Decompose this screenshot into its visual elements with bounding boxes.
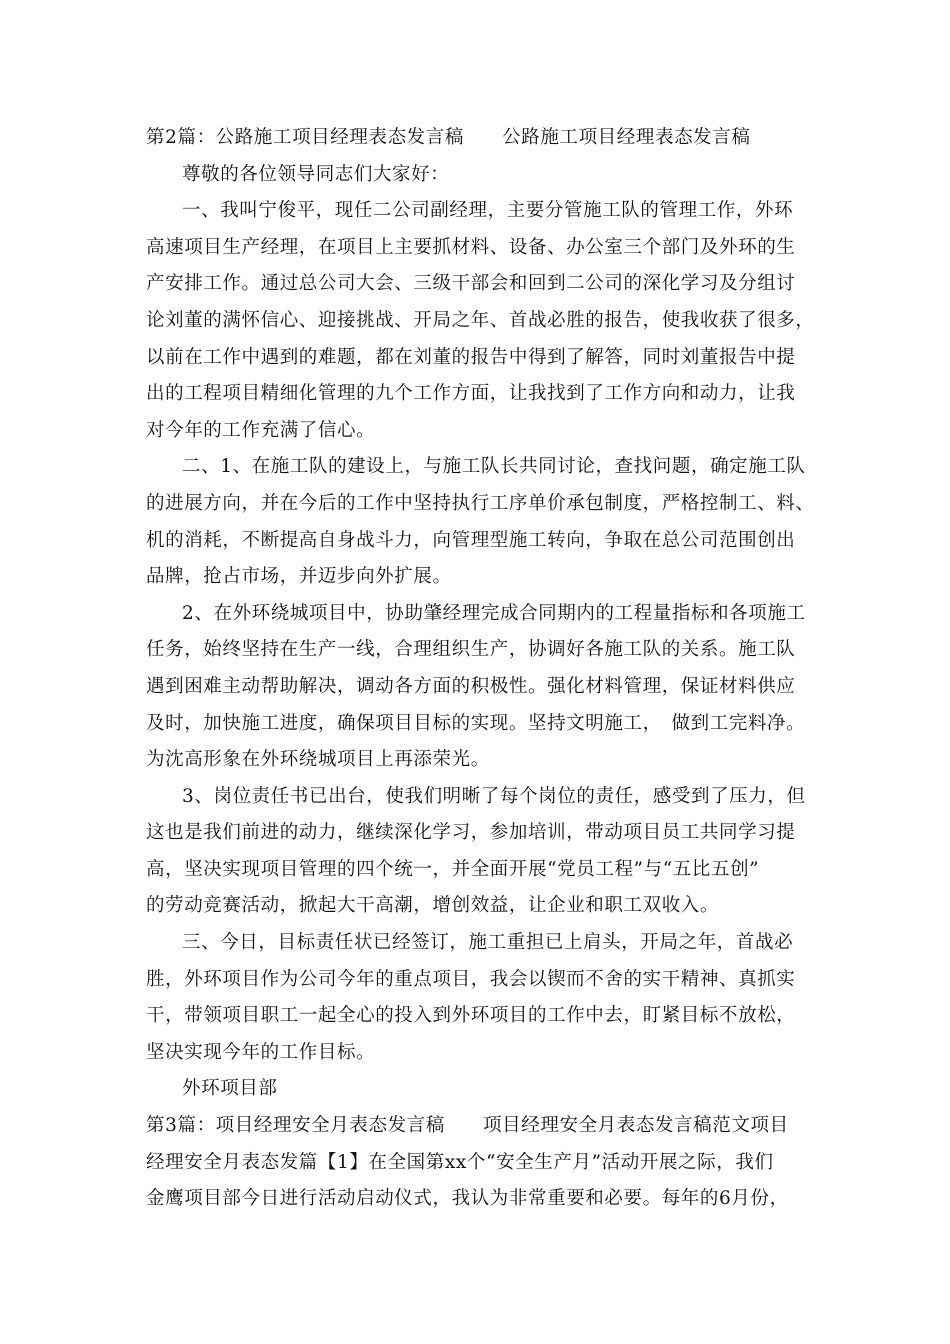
- text-line: 3、岗位责任书已出台，使我们明晰了每个岗位的责任，感受到了压力，但: [182, 785, 806, 807]
- text-line: 三、今日，目标责任状已经签订，施工重担已上肩头，开局之年，首战必: [182, 932, 794, 954]
- signature-line: 外环项目部: [182, 1078, 278, 1100]
- text-line: 二、1、在施工队的建设上，与施工队长共同讨论，查找问题，确定施工队: [182, 456, 806, 478]
- text-line: 对今年的工作充满了信心。: [146, 419, 376, 441]
- text-line: 金鹰项目部今日进行活动启动仪式，我认为非常重要和必要。每年的6月份，: [146, 1188, 789, 1210]
- text-line: 产安排工作。通过总公司大会、三级干部会和回到二公司的深化学习及分组讨: [146, 273, 796, 295]
- salutation-line: 尊敬的各位领导同志们大家好：: [182, 163, 450, 185]
- text-line: 品牌，抢占市场，并迈步向外扩展。: [146, 566, 452, 588]
- text-line: 2、在外环绕城项目中，协助肇经理完成合同期内的工程量指标和各项施工: [182, 602, 806, 624]
- text-line: 经理安全月表态发篇【1】在全国第xx个“安全生产月”活动开展之际，我们: [146, 1151, 774, 1173]
- text-line: 为沈高形象在外环绕城项目上再添荣光。: [146, 749, 490, 771]
- text-line: 论刘董的满怀信心、迎接挑战、开局之年、首战必胜的报告，使我收获了很多，: [146, 309, 815, 331]
- text-line: 高，坚决实现项目管理的四个统一，并全面开展“党员工程”与“五比五创”: [146, 858, 760, 880]
- text-line: 的劳动竞赛活动，掀起大干高潮，增创效益，让企业和职工双收入。: [146, 895, 720, 917]
- text-line: 遇到困难主动帮助解决，调动各方面的积极性。强化材料管理，保证材料供应: [146, 675, 796, 697]
- text-line: 任务，始终坚持在生产一线，合理组织生产，协调好各施工队的关系。施工队: [146, 639, 796, 661]
- text-line: 机的消耗，不断提高自身战斗力，向管理型施工转向，争取在总公司范围创出: [146, 529, 796, 551]
- text-line: 以前在工作中遇到的难题，都在刘董的报告中得到了解答，同时刘董报告中提: [146, 346, 796, 368]
- text-line: 这也是我们前进的动力，继续深化学习，参加培训，带动项目员工共同学习提: [146, 822, 796, 844]
- text-line: 一、我叫宁俊平，现任二公司副经理，主要分管施工队的管理工作，外环: [182, 200, 794, 222]
- text-line: 干，带领项目职工一起全心的投入到外环项目的工作中去，盯紧目标不放松，: [146, 1005, 796, 1027]
- text-line: 的进展方向，并在今后的工作中坚持执行工序单价承包制度，严格控制工、料、: [146, 492, 815, 514]
- document-page: [146, 120, 815, 1218]
- text-line: 第3篇：项目经理安全月表态发言稿 项目经理安全月表态发言稿范文项目: [146, 1115, 789, 1137]
- text-line: 胜，外环项目作为公司今年的重点项目，我会以锲而不舍的实干精神、真抓实: [146, 968, 796, 990]
- text-line: 第2篇：公路施工项目经理表态发言稿 公路施工项目经理表态发言稿: [146, 127, 751, 148]
- text-line: 坚决实现今年的工作目标。: [146, 1041, 376, 1063]
- text-line: 及时，加快施工进度，确保项目目标的实现。坚持文明施工， 做到工完料净。: [146, 712, 806, 734]
- text-line: 高速项目生产经理，在项目上主要抓材料、设备、办公室三个部门及外环的生: [146, 236, 796, 258]
- text-line: 出的工程项目精细化管理的九个工作方面，让我找到了工作方向和动力，让我: [146, 383, 796, 405]
